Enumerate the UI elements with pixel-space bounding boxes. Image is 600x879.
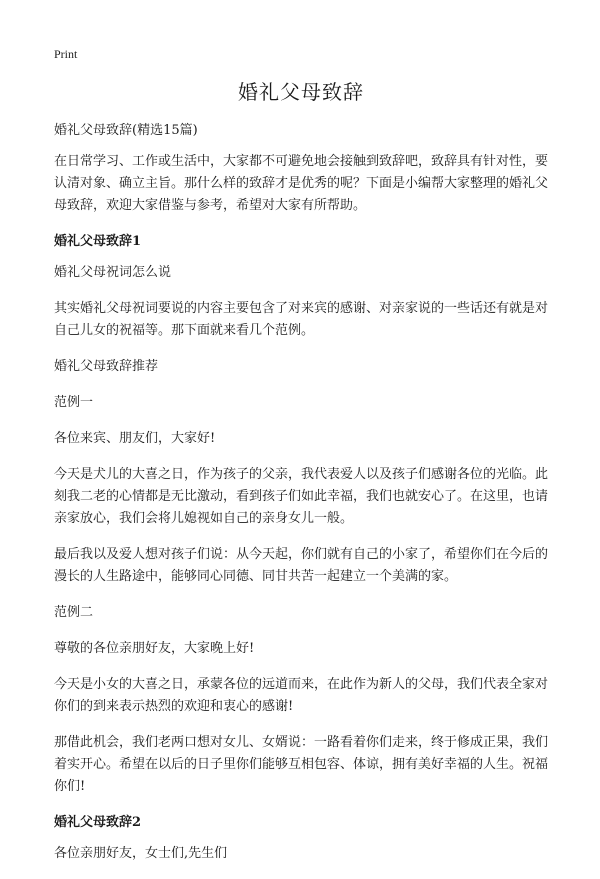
paragraph: 尊敬的各位亲朋好友，大家晚上好!: [54, 641, 255, 656]
document-title: 婚礼父母致辞: [238, 80, 364, 104]
paragraph: 其实婚礼父母祝词要说的内容主要包含了对来宾的感谢、对亲家说的一些话还有就是对自己儿女的祝福等。那下面就来看几个范例。: [54, 301, 549, 338]
paragraph: 那借此机会，我们老两口想对女儿、女婿说：一路看着你们走来，终于修成正果，我们着实开心。希望在以后的日子里你们能够互相包容、体谅，拥有美好幸福的人生。祝福你们!: [54, 735, 549, 794]
paragraph: 各位来宾、朋友们，大家好!: [54, 431, 216, 446]
paragraph: 今天是犬儿的大喜之日，作为孩子的父亲，我代表爱人以及孩子们感谢各位的光临。此刻我二老的心情都是无比激动，看到孩子们如此幸福，我们也就安心了。在这里，也请亲家放心，我们会将儿媳视如自己的亲身女儿一般。: [54, 467, 549, 526]
example-label-1: 范例一: [54, 395, 94, 410]
example-label-2: 范例二: [54, 605, 94, 620]
intro-paragraph: 在日常学习、工作或生活中，大家都不可避免地会接触到致辞吧，致辞具有针对性，要认清对象、确立主旨。那什么样的致辞才是优秀的呢？下面是小编帮大家整理的婚礼父母致辞，欢迎大家借鉴与参考，希望对大家有所帮助。: [54, 154, 549, 213]
document-subtitle: 婚礼父母致辞(精选15篇): [54, 123, 198, 138]
paragraph: 婚礼父母祝词怎么说: [54, 265, 172, 280]
print-link[interactable]: Print: [54, 47, 78, 61]
section-heading-2: 婚礼父母致辞2: [54, 815, 142, 830]
paragraph: 婚礼父母致辞推荐: [54, 359, 159, 374]
paragraph: 各位亲朋好友，女士们,先生们: [54, 846, 228, 861]
document-body: [54, 78, 548, 879]
section-heading-1: 婚礼父母致辞1: [54, 234, 142, 249]
paragraph: 最后我以及爱人想对孩子们说：从今天起，你们就有自己的小家了，希望你们在今后的 漫长的人生路途中，能够同心同德、同甘共苦一起建立一个美满的家。: [54, 547, 549, 584]
paragraph: 今天是小女的大喜之日，承蒙各位的远道而来，在此作为新人的父母，我们代表全家对你们的到来表示热烈的欢迎和衷心的感谢!: [54, 677, 549, 714]
